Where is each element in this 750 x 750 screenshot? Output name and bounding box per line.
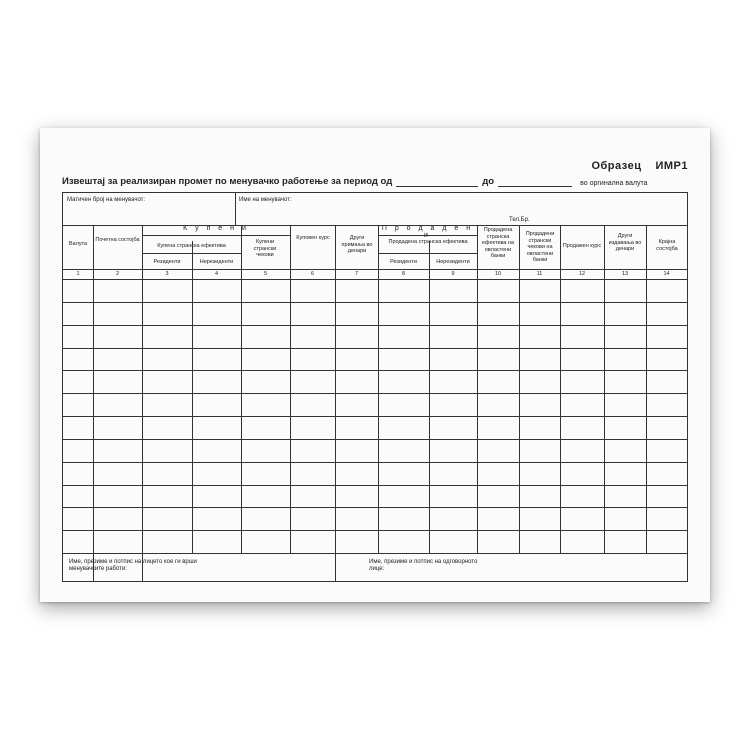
- table-row-line: [63, 485, 687, 486]
- divider: [235, 193, 236, 225]
- divider: [142, 235, 290, 236]
- form-title: [62, 176, 688, 187]
- col-number: 10: [494, 271, 502, 277]
- col-number: 12: [578, 271, 586, 277]
- col-number: 2: [115, 271, 120, 277]
- footer-right-label: Име, презиме и потпис на одговорното лице:: [369, 559, 478, 572]
- ime-menuvach-label: Име на менувачот:: [239, 197, 292, 203]
- col-krajna: Крајна состојба: [656, 239, 678, 252]
- table-row-line: [63, 370, 687, 371]
- col-prodadena-efektiva: Продадена странска ефектива: [388, 239, 468, 245]
- col-drugi-primanja: Други примања во денари: [341, 235, 373, 254]
- col-number: 8: [401, 271, 406, 277]
- matichen-broj-label: Матичен број на менувачот:: [67, 197, 146, 203]
- col-prodazhen-kurs: Продажен курс: [562, 243, 602, 249]
- form-sheet: [40, 128, 710, 602]
- col-number: 9: [451, 271, 455, 277]
- table-row-line: [63, 439, 687, 440]
- report-table: [62, 192, 688, 582]
- table-row-line: [63, 302, 687, 303]
- col-prodadeni: П р о д а д е н и: [381, 225, 474, 239]
- col-number: 7: [354, 271, 359, 277]
- col-number: 4: [214, 271, 219, 277]
- col-number: 6: [310, 271, 315, 277]
- form-code-value: ИМР1: [655, 160, 688, 172]
- col-number: 11: [536, 271, 543, 277]
- divider: [63, 553, 687, 554]
- col-number: 1: [76, 271, 80, 277]
- table-row-line: [63, 530, 687, 531]
- col-nerezidenti: Нерезиденти: [199, 259, 234, 265]
- col-line: [429, 241, 430, 553]
- col-prodadena-ovlasteni: Продадена странска ефектива на овластени банки: [481, 227, 515, 259]
- tel-label: Тел.Бр.: [509, 217, 530, 223]
- table-row-line: [63, 462, 687, 463]
- col-number: 13: [621, 271, 629, 277]
- col-rezidenti: Резиденти: [153, 259, 181, 265]
- col-number: 14: [663, 271, 670, 277]
- divider: [142, 253, 241, 254]
- col-kupeni-chekovi: Купени странски чекови: [253, 239, 277, 258]
- col-pochetna: Почетна состојба: [95, 237, 140, 243]
- col-kupoven-kurs: Куповен курс: [296, 235, 330, 241]
- date-to-blank: [498, 176, 572, 187]
- divider: [378, 253, 477, 254]
- col-prodadeni-chekovi: Продадени странски чекови на овластени банки: [525, 231, 555, 263]
- col-kupeni: К у п е н и: [183, 225, 249, 232]
- table-row-line: [63, 416, 687, 417]
- table-row-line: [63, 507, 687, 508]
- col-drugi-izdavanja: Други издавања во денари: [608, 233, 642, 252]
- divider: [63, 279, 687, 280]
- form-title-text: Извештај за реализиран промет по менувачко работење за период од: [62, 176, 393, 187]
- form-code: [577, 160, 688, 172]
- date-from-blank: [396, 176, 478, 187]
- form-title-to: до: [482, 176, 495, 187]
- col-number: 3: [165, 271, 169, 277]
- divider: [63, 269, 687, 270]
- col-nerezidenti-2: Нерезиденти: [436, 259, 470, 265]
- col-number: 5: [263, 271, 268, 277]
- form-code-label: Образец: [591, 160, 642, 172]
- footer-left-label: Име, презиме и потпис на лицето кое ги врши менувачките работи:: [69, 559, 197, 572]
- table-row-line: [63, 393, 687, 394]
- table-row-line: [63, 348, 687, 349]
- col-valuta: Валута: [68, 241, 88, 247]
- table-row-line: [63, 325, 687, 326]
- col-line: [192, 241, 193, 553]
- col-rezidenti-2: Резиденти: [390, 259, 417, 265]
- col-kupena-efektiva: Купена странска ефектива: [157, 243, 226, 249]
- form-title-currency: во оргинална валута: [580, 180, 648, 187]
